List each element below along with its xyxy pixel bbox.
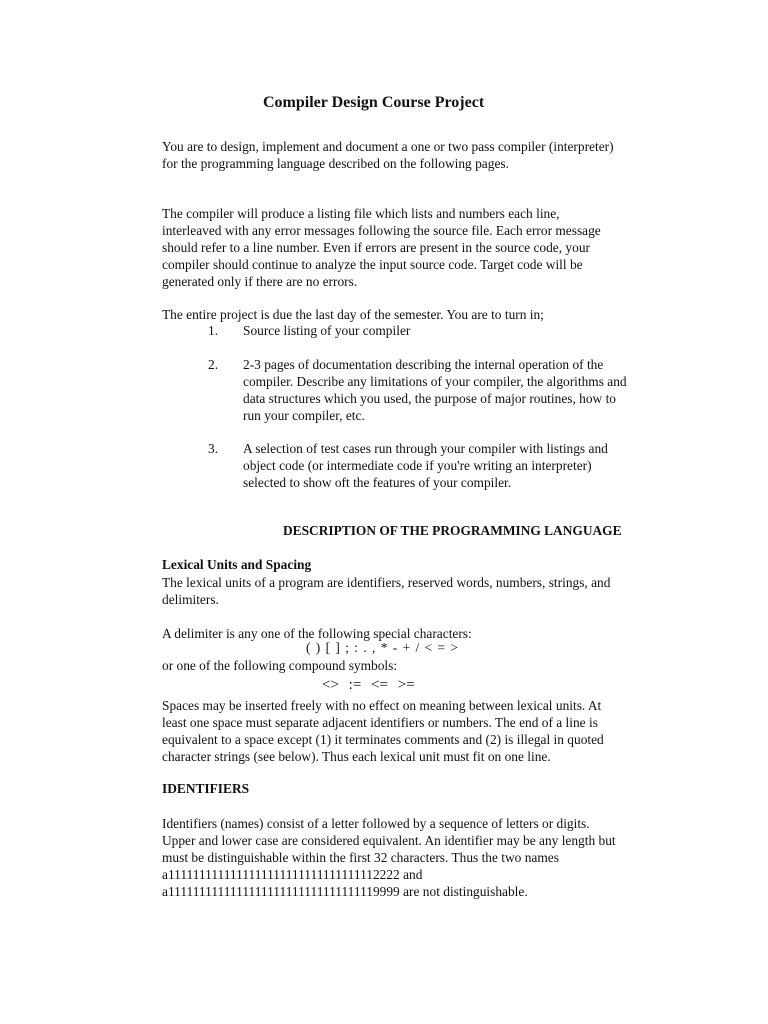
identifiers-heading: IDENTIFIERS: [162, 781, 250, 796]
text-line: least one space must separate adjacent identifiers or numbers. The end of a line is: [162, 715, 598, 730]
text-line: for the programming language described on the following pages.: [162, 156, 509, 171]
list-text: [243, 322, 703, 339]
text-line: Source listing of your compiler: [243, 323, 411, 338]
text-line: delimiters.: [162, 592, 219, 607]
text-line: A selection of test cases run through your compiler with listings and: [243, 441, 608, 456]
text-line: The compiler will produce a listing file which lists and numbers each line,: [162, 206, 560, 221]
document-title: Compiler Design Course Project: [263, 94, 485, 111]
identifiers-paragraph: [162, 815, 702, 900]
lexical-units-paragraph: [162, 574, 702, 608]
text-line: a1111111111111111111111111111111112222 and: [162, 867, 423, 882]
list-number: 1.: [208, 323, 219, 338]
compound-intro: [162, 657, 702, 674]
compound-symbols: <> := <= >=: [322, 677, 415, 693]
text-line: must be distinguishable within the first 32 characters. Thus the two names: [162, 850, 559, 865]
text-line: Identifiers (names) consist of a letter followed by a sequence of letters or digits.: [162, 816, 590, 831]
text-line: The lexical units of a program are identifiers, reserved words, numbers, strings, and: [162, 575, 611, 590]
text-line: character strings (see below). Thus each lexical unit must fit on one line.: [162, 749, 551, 764]
text-line: You are to design, implement and document a one or two pass compiler (interpreter): [162, 139, 614, 154]
list-number: 2.: [208, 357, 219, 372]
text-line: run your compiler, etc.: [243, 408, 365, 423]
text-line: a1111111111111111111111111111111119999 are not distinguishable.: [162, 884, 528, 899]
text-line: data structures which you used, the purpose of major routines, how to: [243, 391, 616, 406]
text-line: 2-3 pages of documentation describing the internal operation of the: [243, 357, 604, 372]
lexical-heading: Lexical Units and Spacing: [162, 557, 312, 572]
text-line: interleaved with any error messages following the source file. Each error message: [162, 223, 601, 238]
intro-paragraph: [162, 138, 702, 172]
due-paragraph: [162, 306, 702, 323]
delimiter-characters: ( ) [ ] ; : . , * - + / < = >: [306, 640, 459, 655]
list-text: [243, 440, 703, 491]
text-line: The entire project is due the last day of the semester. You are to turn in;: [162, 307, 544, 322]
text-line: or one of the following compound symbols:: [162, 658, 398, 673]
text-line: Spaces may be inserted freely with no effect on meaning between lexical units. At: [162, 698, 602, 713]
text-line: compiler. Describe any limitations of your compiler, the algorithms and: [243, 374, 627, 389]
text-line: Upper and lower case are considered equivalent. An identifier may be any length but: [162, 833, 616, 848]
list-text: [243, 356, 703, 424]
text-line: equivalent to a space except (1) it terminates comments and (2) is illegal in quoted: [162, 732, 604, 747]
listing-paragraph: [162, 205, 702, 290]
text-line: A delimiter is any one of the following special characters:: [162, 626, 472, 641]
section-heading: DESCRIPTION OF THE PROGRAMMING LANGUAGE: [283, 523, 622, 538]
text-line: should refer to a line number. Even if errors are present in the source code, your: [162, 240, 590, 255]
spacing-paragraph: [162, 697, 702, 765]
text-line: object code (or intermediate code if you're writing an interpreter): [243, 458, 592, 473]
text-line: compiler should continue to analyze the input source code. Target code will be: [162, 257, 583, 272]
list-number: 3.: [208, 441, 219, 456]
text-line: generated only if there are no errors.: [162, 274, 358, 289]
text-line: selected to show oft the features of your compiler.: [243, 475, 512, 490]
